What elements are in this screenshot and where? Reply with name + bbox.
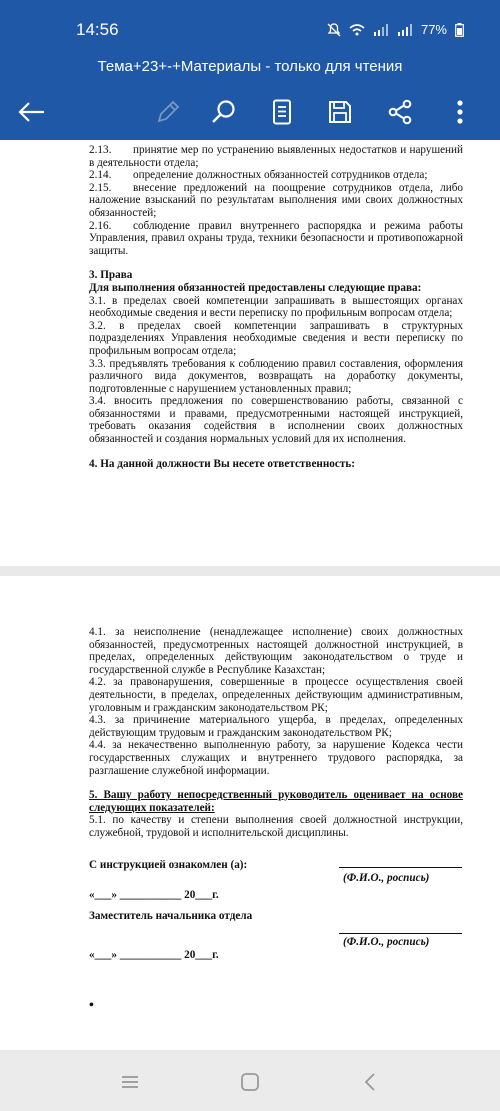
recents-icon [120,1074,140,1090]
status-icons [327,22,464,37]
section-3-subtitle: Для выполнения обязанностей предоставлены следующие права: [89,281,422,294]
list-item: 5.1. по качеству и степени выполнения своей должностной инструкции, служебной, трудовой и исполнительской дисциплины. [89,814,463,839]
list-item: 3.3. предъявлять требования к соблюдению правил составления, оформления различного вида документов, возвращать на доработку документы, подготовленные с нарушением установленных правил; [89,357,463,395]
list-item: 2.15. внесение предложений на поощрение сотрудников отдела, либо наложение взысканий по результатам выполнения ими своих должностных обязанностей; [89,181,463,219]
deputy-label: Заместитель начальника отдела [89,910,253,922]
back-nav-icon [363,1072,377,1092]
edit-button[interactable] [148,92,188,132]
battery-icon [455,23,464,37]
more-button[interactable] [440,92,480,132]
status-bar [0,0,500,52]
document-page-1 [0,140,500,566]
page-1-content [89,144,463,470]
list-item: 2.13. принятие мер по устранению выявленных недостатков и нарушений в деятельности отдела; [89,144,463,169]
date-line: «___» ___________ 20___г. [89,889,219,901]
page-2-content [89,626,463,840]
list-item: 3.2. в пределах своей компетенции запрашивать в структурных подразделениях Управления необходимые сведения и вести переписку по профильным вопросам отдела; [89,319,463,357]
signal-icon-2 [397,24,413,36]
more-vert-icon [456,99,464,125]
share-icon [387,99,413,125]
save-icon [328,100,352,124]
signature-line [339,867,462,868]
fio-label: (Ф.И.О., роспись) [343,872,430,884]
search-button[interactable] [204,92,244,132]
fio-label-2: (Ф.И.О., роспись) [343,936,430,948]
list-item: 4.1. за неисполнение (ненадлежащее исполнение) своих должностных обязанностей, предусмотренных настоящей должностной инструкцией, в пределах, определенных действующим законодательством о труде и государственной службе в Республике Казахстан; [89,626,463,676]
list-item: 2.16. соблюдение правил внутреннего распорядка и режима работы Управления, правил охраны труда, техники безопасности и противопожарной защиты. [89,219,463,257]
section-3-title: 3. Права [89,269,133,282]
mute-icon [327,23,341,37]
recents-button[interactable] [110,1067,150,1097]
toolbar [0,82,500,140]
section-4-title: 4. На данной должности Вы несете ответственность: [89,457,356,470]
list-item: 4.3. за причинение материального ущерба, в пределах, определенных действующим трудовым и гражданским законодательством РК; [89,714,463,739]
signal-icon [373,24,389,36]
list-item: 3.4. вносить предложения по совершенствованию работы, связанной с обязанностями и правами, предусмотренными настоящей инструкцией, требовать оказания содействия в исполнении своих должностных обязанностей и создания нормальных условий для их исполнения. [89,395,463,446]
home-icon [240,1072,260,1092]
wifi-icon [349,24,365,36]
signature-line-2 [339,933,462,934]
list-item: 3.1. в пределах своей компетенции запрашивать в вышестоящих органах необходимые сведения и вести переписку по профильным вопросам отдела; [89,294,463,320]
search-icon [211,99,237,125]
document-title: Тема+23+-+Материалы - только для чтения [0,52,500,82]
list-item: 2.14. определение должностных обязанностей сотрудников отдела; [89,169,428,182]
reader-mode-button[interactable] [262,92,302,132]
list-item: 4.4. за некачественно выполненную работу, за нарушение Кодекса чести государственных служащих и внутреннего трудового распорядка, за разглашение служебной информации. [89,739,463,777]
list-item: 4.2. за правонарушения, совершенные в процессе осуществления своей деятельности, в пределах, определенных действующим административным, уголовным и гражданским законодательством РК; [89,676,463,714]
battery-level: 77% [420,22,447,37]
home-button[interactable] [230,1067,270,1097]
save-button[interactable] [320,92,360,132]
document-page-2 [0,576,500,1050]
reader-mode-icon [271,99,293,125]
status-time: 14:56 [76,20,119,39]
back-button[interactable] [12,92,52,132]
back-arrow-icon [18,101,46,123]
share-button[interactable] [380,92,420,132]
pencil-icon [156,100,180,124]
back-nav-button[interactable] [350,1067,390,1097]
section-5-title: 5. Вашу работу непосредственный руководитель оценивает на основе следующих показателей: [89,789,463,814]
acquainted-label: С инструкцией ознакомлен (а): [89,859,248,871]
system-nav-bar [0,1052,500,1111]
bullet-mark: • [89,998,94,1013]
date-line-2: «___» ___________ 20___г. [89,949,219,961]
